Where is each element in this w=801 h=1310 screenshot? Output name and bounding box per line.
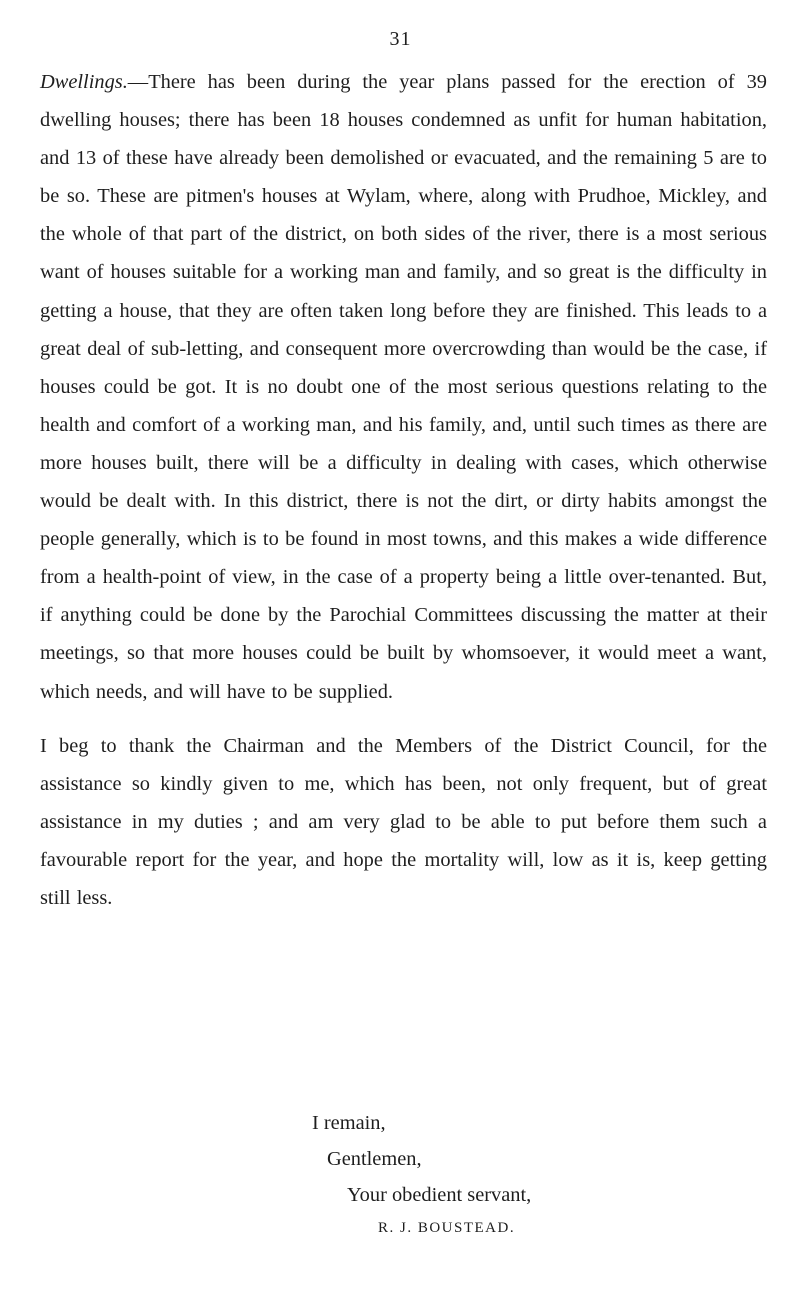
report-body xyxy=(40,63,767,917)
closing-servant: Your obedient servant, xyxy=(347,1184,532,1206)
dwellings-paragraph xyxy=(40,63,767,711)
page-number: 31 xyxy=(389,28,412,50)
closing-salutation: Gentlemen, xyxy=(327,1148,422,1170)
author-signature: R. J. BOUSTEAD. xyxy=(378,1220,516,1236)
closing-remain: I remain, xyxy=(312,1112,386,1134)
dwellings-heading: Dwellings. xyxy=(40,71,128,93)
thanks-paragraph: I beg to thank the Chairman and the Members of the District Council, for the assistance so kindly given to me, which has been, not only frequent, but of great assistance in my duties ; and am very glad to be able to put before them such a favourable report for the year, and hope the mortality will, low as it is, keep getting still less. xyxy=(40,734,767,909)
dwellings-text: —There has been during the year plans passed for the erection of 39 dwelling houses; there has been 18 houses condemned as unfit for human habitation, and 13 of these have already been demolished or evacuated, and the remaining 5 are to be so. These are pitmen's houses at Wylam, where, along with Prudhoe, Mickley, and the whole of that part of the district, on both sides of the river, there is a most serious want of houses suitable for a working man and family, and so great is the difficulty in getting a house, that they are often taken long before they are finished. This leads to a great deal of sub-letting, and consequent more overcrowding than would be the case, if houses could be got. It is no doubt one of the most serious questions relating to the health and comfort of a working man, and his family, and, until such times as there are more houses built, there will be a difficulty in dealing with cases, which otherwise would be dealt with. In this district, there is not the dirt, or dirty habits amongst the people generally, which is to be found in most towns, and this makes a wide difference from a health-point of view, in the case of a property being a little over-tenanted. But, if anything could be done by the Parochial Committees discussing the matter at their meetings, so that more houses could be built by whomsoever, it would meet a want, which needs, and will have to be supplied. xyxy=(40,71,767,703)
